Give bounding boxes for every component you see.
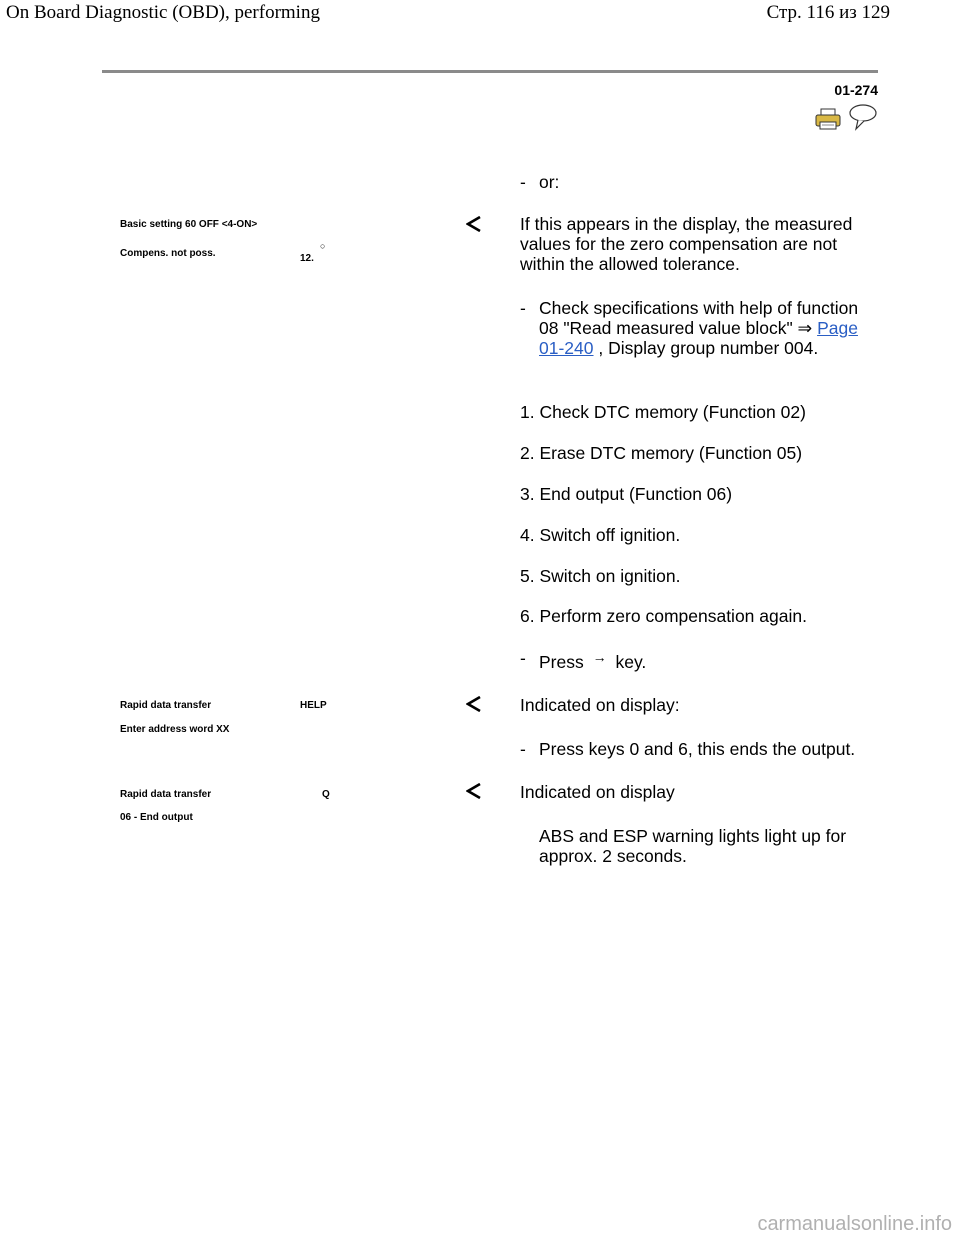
warning-lights-text: ABS and ESP warning lights light up for approx. 2 seconds. bbox=[539, 826, 847, 866]
display-value: 12. bbox=[300, 253, 314, 264]
check-spec-text-end: , Display group number 004. bbox=[598, 338, 819, 358]
display-value: Q bbox=[322, 789, 330, 800]
display-line: Rapid data transfer bbox=[120, 700, 212, 711]
speech-bubble-icon[interactable] bbox=[848, 103, 878, 131]
watermark: carmanualsonline.info bbox=[757, 1213, 952, 1235]
chevron-left-icon bbox=[466, 783, 482, 799]
page-counter: Стр. 116 из 129 bbox=[766, 2, 890, 23]
bullet-dash: - bbox=[520, 739, 526, 759]
description-paragraph: If this appears in the display, the measured values for the zero compensation are not within the allowed tolerance. bbox=[520, 214, 853, 274]
arrow-right-icon: → bbox=[592, 649, 607, 665]
display-line: Rapid data transfer bbox=[120, 789, 212, 800]
step-item: 6. Perform zero compensation again. bbox=[520, 606, 807, 626]
chevron-left-icon bbox=[466, 216, 482, 232]
press-text: Press bbox=[539, 652, 584, 672]
bullet-dash: - bbox=[520, 298, 526, 318]
display-line: Basic setting 60 OFF <4-ON> bbox=[120, 219, 258, 230]
display-line: 06 - End output bbox=[120, 812, 193, 823]
bullet-dash: - bbox=[520, 648, 526, 668]
printer-icon[interactable] bbox=[815, 108, 841, 130]
check-spec-text: Check specifications with help of function 08 "Read measured value block" ⇒ bbox=[539, 298, 859, 338]
chevron-left-icon bbox=[466, 696, 482, 712]
step-item: 4. Switch off ignition. bbox=[520, 525, 681, 545]
step-item: 3. End output (Function 06) bbox=[520, 484, 733, 504]
indicated-text: Indicated on display bbox=[520, 782, 675, 802]
press-text-end: key. bbox=[615, 652, 647, 672]
press-keys-text: Press keys 0 and 6, this ends the output. bbox=[539, 739, 856, 759]
degree-symbol: ○ bbox=[320, 241, 326, 251]
header-rule bbox=[102, 70, 878, 73]
step-item: 2. Erase DTC memory (Function 05) bbox=[520, 443, 803, 463]
step-item: 1. Check DTC memory (Function 02) bbox=[520, 402, 806, 422]
page-link[interactable]: Page 01-240 bbox=[539, 318, 858, 358]
bullet-dash: - bbox=[520, 172, 526, 192]
check-spec-item bbox=[520, 298, 870, 378]
document-title: On Board Diagnostic (OBD), performing bbox=[6, 2, 320, 23]
step-item: 5. Switch on ignition. bbox=[520, 566, 681, 586]
indicated-text: Indicated on display: bbox=[520, 695, 680, 715]
display-line: Compens. not poss. bbox=[120, 248, 216, 259]
display-line: Enter address word XX bbox=[120, 724, 230, 735]
page-number: 01-274 bbox=[834, 82, 878, 98]
or-text: or: bbox=[539, 172, 560, 192]
display-value: HELP bbox=[300, 700, 327, 711]
